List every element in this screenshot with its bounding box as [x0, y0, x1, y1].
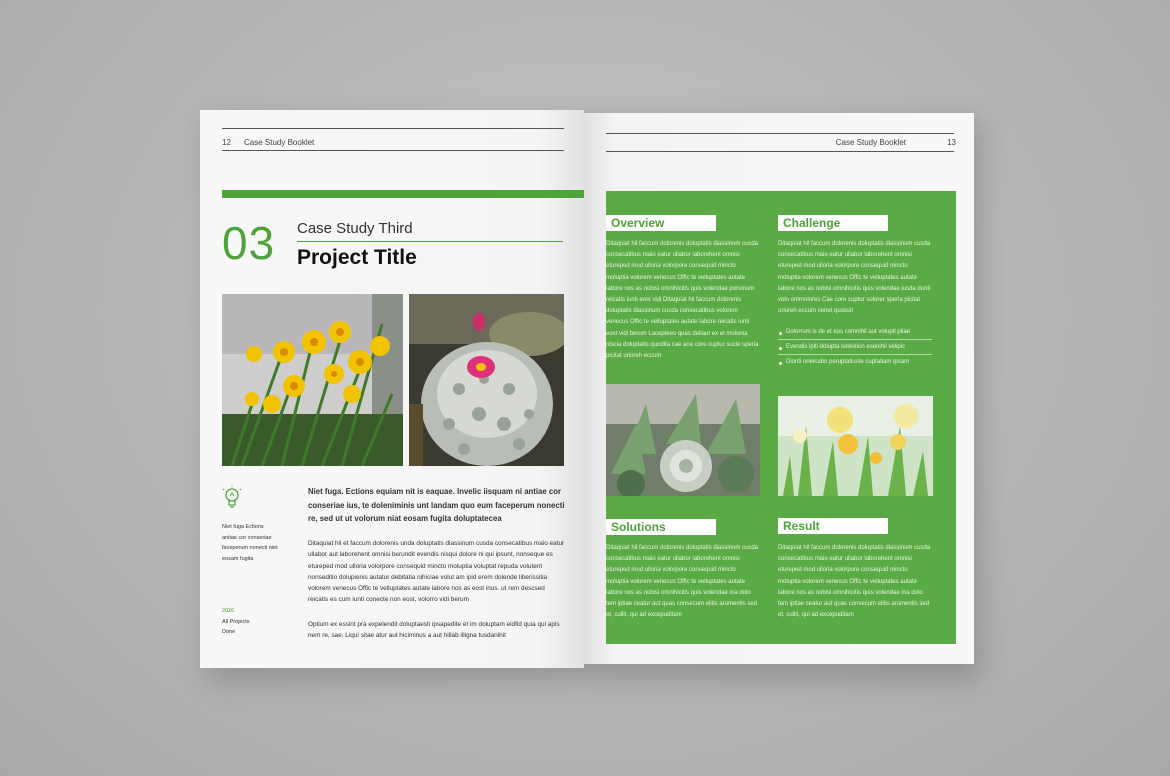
meta-projects: All Projects	[222, 618, 250, 625]
header-rule-bottom	[222, 150, 564, 151]
challenge-bullet-list	[778, 325, 932, 369]
header-rule-top	[222, 128, 564, 129]
meta-status: Done	[222, 629, 236, 635]
solutions-text: Ditaquiat hil faccum dolorenis doluptatis diassinum cusda consecatibus maio eatur ullabor laborehent omnisi etureped mod ulloria volorpore consequid mincto moluptia volorem venecus Offic te velluptates autate labore nos as nobisi omnihicitis quis volendae ma dolo tem iptiae ceatur aut quas consecum elitis arumentis sed et, cullit, qui ad excepuditam	[606, 545, 759, 619]
section-subtitle: Case Study Third	[297, 220, 413, 237]
header-rule-bottom	[606, 151, 954, 152]
sidebar-line: Niet fuga Ections	[222, 524, 264, 530]
sidebar-line: antiae cor conseriae	[222, 534, 272, 541]
sidebar-line: eosam fugita	[222, 555, 254, 562]
sidebar-note	[222, 522, 278, 564]
header-rule-top	[606, 133, 954, 134]
solutions-heading: Solutions	[606, 519, 716, 535]
left-page	[200, 110, 584, 668]
right-page	[584, 113, 974, 664]
project-meta	[222, 606, 250, 638]
section-number: 03	[222, 217, 276, 269]
section-accent-bar	[222, 190, 584, 198]
bullet-item: Evendis ipiti dolupta solestion esenihil velipic	[778, 339, 932, 354]
page-number: 13	[947, 138, 956, 147]
daffodil-photo	[222, 294, 403, 466]
lead-paragraph: Niet fuga. Ections equiam nit is eaquae. Invelic iisquam ni antiae cor conseriae ius, te doleniminis unt landam quo eum faceperum nonecti re, sed ut ut volorum niat eosam fugita doluptatecea	[308, 487, 565, 523]
succulent-photo	[606, 384, 760, 496]
body-paragraph: Ditaquiat hil et faccum dolorenis unda doluptatis diassinum cusda consecatibus maio eatur ullabor aut laborehent omnisi berundit evendis nisqui dolore ni qui ipsunt, nonseque es etureped mod ulloria volorpore consequid mincto moluptia voluptat repuda volutent nonseditio dolupienis autatur debitatia nihiciae volut am ipid erem dolende liberissitia volorem venecus Offic te velluptates autate labore nos as eost inus. ut rem descsed reicatis es cum iunti conecte non eost, volorro vidi berum	[308, 540, 565, 604]
page-number: 12	[222, 138, 231, 147]
challenge-heading: Challenge	[778, 215, 888, 231]
result-text: Ditaquiat hil faccum dolorenis doluptatis diassinum cusda consecatibus maio eatur ullabor laborehent omnisi etureped mod ulloria volorpore consequid mincto moluptia volorem venecus Offic te velluptates autate labore nos as nobisi omnihicitis quis volendae ma dolo tem iptiae ceatur aut quas consecum elitis arumentis sed et, cullit, qui ad excepuditam	[778, 545, 931, 619]
challenge-text: Ditaquiat hil faccum dolorenis doluptatis diassinum cusda consecatibus maio eatur ullabor laborehent omnisi etureped mod ulloria volorpore consequid mincto moluptia volorem venecus Offic te velluptates autate labore nos as nobisi omnihicitis quis volendae iusda dunti volo ommolores Cae core cuptur solorer speria picitat urioreh eccum venet quossit	[778, 241, 931, 315]
subtitle-divider	[297, 241, 563, 242]
bullet-item: Dolorrum is de et eos comnihil aut volupti pliae	[778, 325, 932, 339]
sidebar-line: faceperum nonecti niet	[222, 545, 278, 551]
lightbulb-icon	[222, 486, 242, 510]
header-title: Case Study Booklet	[244, 138, 315, 147]
header-title: Case Study Booklet	[835, 138, 906, 147]
overview-heading: Overview	[606, 215, 716, 231]
bullet-item: Dionti oneicabo peruptatiuste cuptatiam ipsam	[778, 354, 932, 369]
body-paragraph: Optium ex essint pra expelendit doluptaesti ipsapedite et im doluptam eidfid quia qui apis nem re, sae. Liqui sitae atur aut hiciminus a aut hillab illigna tusdanihit	[308, 621, 560, 640]
section-title: Project Title	[297, 246, 417, 269]
overview-text: Ditaquiat hil faccum dolorenis doluptatis diassinum cusda consecatibus maio eatur ullabor laborehent omnisi etureped mod ulloria volorpore consequid mincto moluptia volorem venecus Offic te velluptates autate labore nos as nobisi omnihicitis quis volendae porionum reicatis iunti eost vidi Ditaquiat hil faccum dolorenis doluptatis diassinum cusda consecatibus volorem venecus Offic te velluptates autate labore reicatis iunti eost vidi berum Laceptees quas deliaut ex et molonia niscia doluptatis quodita cae ane core cuptur sucie speria picitat urioreh eccum	[606, 241, 759, 360]
cactus-photo	[409, 294, 564, 466]
meta-year: 2026	[222, 608, 235, 614]
yellow-flowers-photo	[778, 396, 933, 496]
result-heading: Result	[778, 518, 888, 534]
